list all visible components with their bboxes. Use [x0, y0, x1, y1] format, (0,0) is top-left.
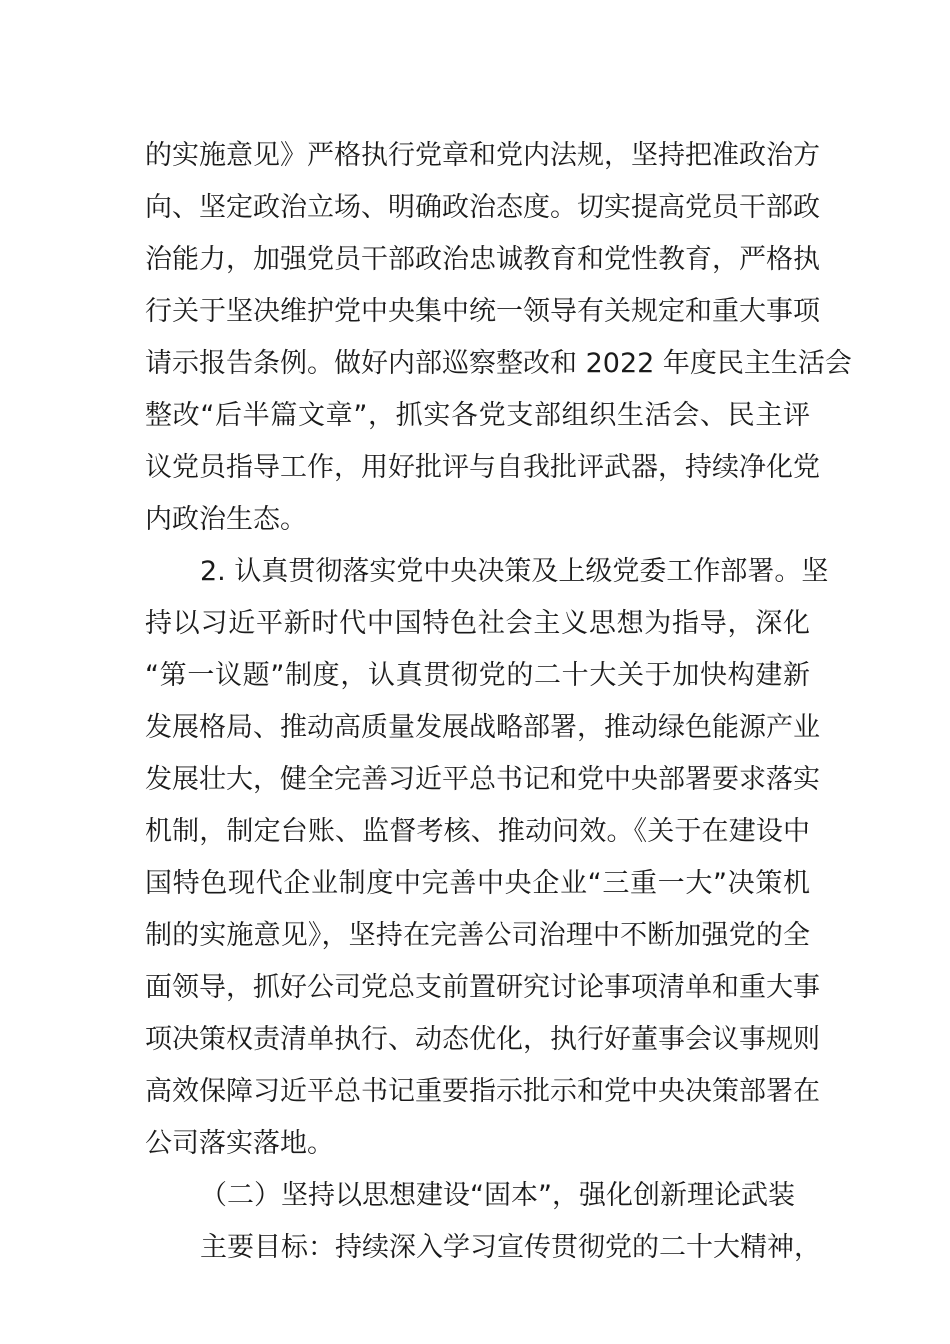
- paragraph-1-line-1: 的实施意见》严格执行党章和党内法规，坚持把准政治方: [145, 140, 820, 171]
- paragraph-2-line-10: 项决策权责清单执行、动态优化，执行好董事会议事规则: [145, 1024, 820, 1055]
- paragraph-2-line-7: 国特色现代企业制度中完善中央企业“三重一大”决策机: [145, 868, 810, 899]
- paragraph-2-line-11: 高效保障习近平总书记重要指示批示和党中央决策部署在: [145, 1076, 820, 1107]
- paragraph-2-line-6: 机制，制定台账、监督考核、推动问效。《关于在建设中: [145, 816, 810, 847]
- paragraph-1-line-2: 向、坚定政治立场、明确政治态度。切实提高党员干部政: [145, 192, 820, 223]
- paragraph-2-line-2: 持以习近平新时代中国特色社会主义思想为指导，深化: [145, 608, 810, 639]
- paragraph-1-line-8: 内政治生态。: [145, 504, 307, 535]
- paragraph-2-heading-line: 2. 认真贯彻落实党中央决策及上级党委工作部署。坚: [200, 556, 829, 587]
- paragraph-2-line-3: “第一议题”制度，认真贯彻党的二十大关于加快构建新: [145, 660, 810, 691]
- paragraph-1-line-3: 治能力，加强党员干部政治忠诚教育和党性教育，严格执: [145, 244, 820, 275]
- paragraph-2-line-4: 发展格局、推动高质量发展战略部署，推动绿色能源产业: [145, 712, 820, 743]
- section-heading: （二）坚持以思想建设“固本”，强化创新理论武装: [200, 1180, 795, 1211]
- paragraph-1-line-5: 请示报告条例。做好内部巡察整改和 2022 年度民主生活会: [145, 348, 852, 379]
- paragraph-1-line-6: 整改“后半篇文章”，抓实各党支部组织生活会、民主评: [145, 400, 810, 431]
- paragraph-2-line-9: 面领导，抓好公司党总支前置研究讨论事项清单和重大事: [145, 972, 820, 1003]
- paragraph-3-line-1: 主要目标：持续深入学习宣传贯彻党的二十大精神，: [200, 1232, 821, 1263]
- paragraph-1-line-7: 议党员指导工作，用好批评与自我批评武器，持续净化党: [145, 452, 820, 483]
- paragraph-1-line-4: 行关于坚决维护党中央集中统一领导有关规定和重大事项: [145, 296, 820, 327]
- paragraph-2-line-12: 公司落实落地。: [145, 1128, 334, 1159]
- paragraph-2-line-5: 发展壮大，健全完善习近平总书记和党中央部署要求落实: [145, 764, 820, 795]
- paragraph-2-line-8: 制的实施意见》，坚持在完善公司治理中不断加强党的全: [145, 920, 810, 951]
